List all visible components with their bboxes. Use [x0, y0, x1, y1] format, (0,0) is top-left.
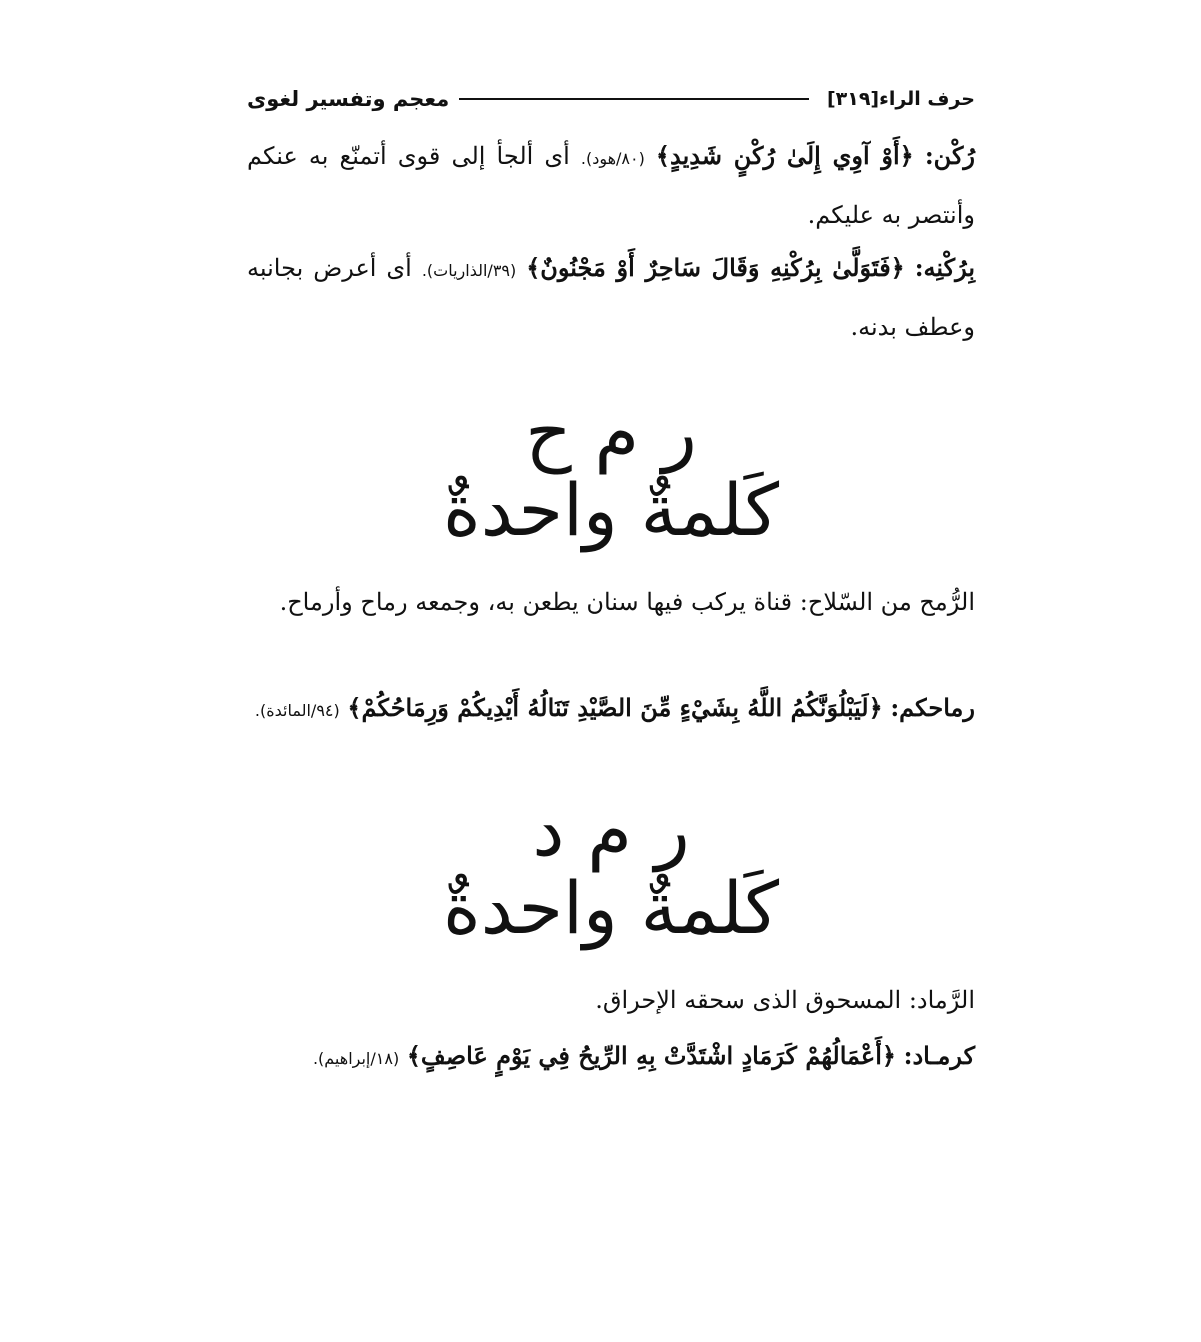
- root-heading: ر م ح: [525, 390, 697, 474]
- entry-rukn: [247, 128, 975, 243]
- verse-reference: (٨٠/هود).: [580, 149, 645, 168]
- root-definition: الرَّماد: المسحوق الذى سحقه الإحراق.: [595, 986, 975, 1014]
- entry-term: بِرُكْنِه:: [914, 253, 976, 282]
- running-header: [247, 82, 975, 116]
- quran-verse: ﴿لَيَبْلُوَنَّكُمُ اللَّهُ بِشَيْءٍ مِّنَ الصَّيْدِ تَنَالُهُ أَيْدِيكُمْ وَرِمَاحُكُمْ﴾: [347, 693, 883, 722]
- entry-term: رُكْن:: [924, 141, 975, 170]
- header-section: حرف الراء: [879, 88, 975, 110]
- entry-term: رماحكم:: [890, 693, 975, 722]
- quran-verse: ﴿أَعْمَالُهُمْ كَرَمَادٍ اشْتَدَّتْ بِهِ الرِّيحُ فِي يَوْمٍ عَاصِفٍ﴾: [406, 1041, 896, 1070]
- quran-verse: ﴿أَوْ آوِي إِلَىٰ رُكْنٍ شَدِيدٍ﴾: [655, 141, 914, 170]
- word-count-label: كَلمةٌ واحدةٌ: [442, 468, 780, 552]
- book-title: معجم وتفسير لغوى: [247, 87, 450, 111]
- entry-karamad: [247, 1028, 975, 1087]
- entry-explanation: أى أعرض بجانبه وعطف بدنه.: [247, 254, 975, 341]
- entry-term: كرمـاد:: [903, 1041, 975, 1070]
- quran-verse: ﴿فَتَوَلَّىٰ بِرُكْنِهِ وَقَالَ سَاحِرٌ أَوْ مَجْنُونٌ﴾: [526, 253, 905, 282]
- verse-reference: (٣٩/الذاريات).: [421, 261, 517, 280]
- verse-reference: (١٨/إبراهيم).: [312, 1049, 400, 1068]
- entry-rimahukum: [247, 680, 975, 739]
- entry-biruknihi: [247, 240, 975, 355]
- header-section-group: [819, 88, 975, 110]
- root-heading: ر م د: [532, 788, 690, 872]
- verse-reference: (٩٤/المائدة).: [254, 701, 340, 720]
- root-definition: الرُّمح من السّلاح: قناة يركب فيها سنان يطعن به، وجمعه رماح وأرماح.: [279, 588, 975, 616]
- word-count-label: كَلمةٌ واحدةٌ: [442, 866, 780, 950]
- header-rule: [459, 98, 809, 100]
- page-number: [٣١٩]: [826, 88, 880, 110]
- entry-explanation: أى ألجأ إلى قوى أتمنّع به عنكم وأنتصر به عليكم.: [247, 142, 975, 229]
